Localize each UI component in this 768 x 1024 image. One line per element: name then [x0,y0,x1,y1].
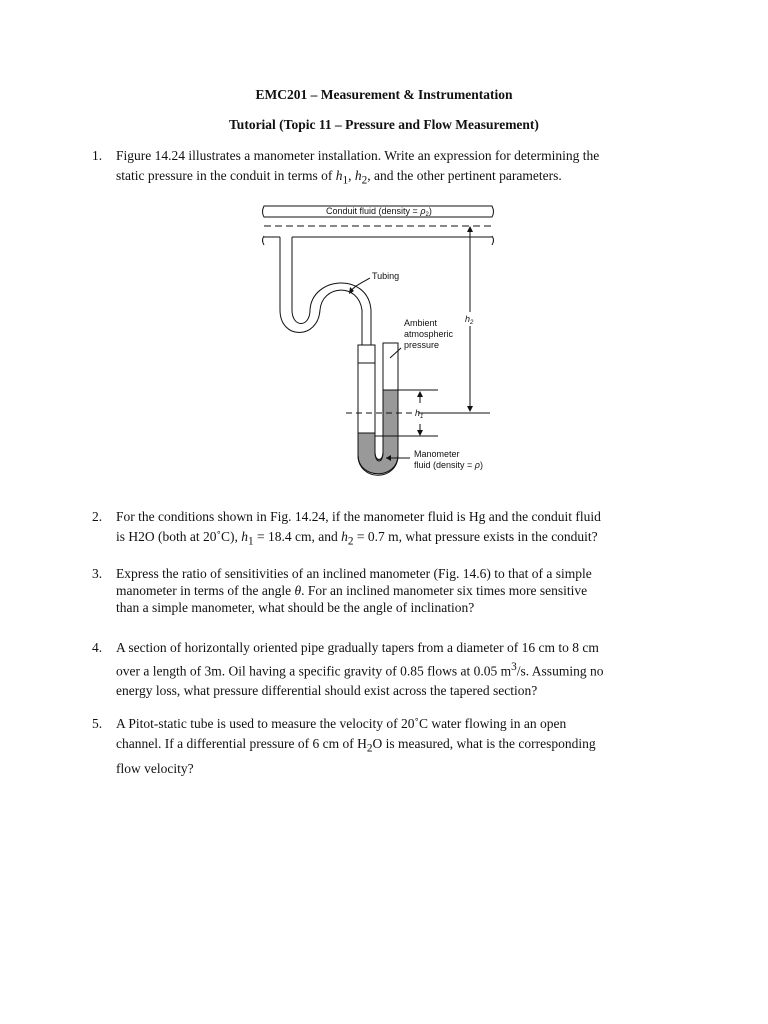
text-run: O is measured, what is the corresponding [372,735,596,751]
text-run: over a length of 3m. Oil having a specific gravity of 0.85 flows at 0.05 m [116,663,512,678]
subscript: 1 [342,174,349,187]
text-run: , and the other pertinent parameters. [367,167,562,183]
question-text [116,507,686,552]
text-run: , [348,167,355,183]
text-run: channel. If a differential pressure of 6 cm of H [116,735,367,751]
var-h1: h [241,528,248,544]
question-text [116,638,686,700]
question-line: Express the ratio of sensitivities of an inclined manometer (Fig. 14.6) to that of a simple [116,566,592,581]
h2-label: $h_2$ [465,314,474,326]
question-line: Figure 14.24 illustrates a manometer installation. Write an expression for determining the [116,148,600,163]
var-h1: h [335,167,343,183]
question-number: 4. [92,640,103,655]
text-run: static pressure in the conduit in terms of [116,167,336,183]
manometer-figure [258,200,498,480]
question-text [116,146,686,191]
subscript: 2 [347,535,354,548]
question-number: 2. [92,509,103,524]
question-line [116,527,686,552]
document-title: EMC201 – Measurement & Instrumentation [255,87,513,102]
var-theta: θ [294,583,302,598]
text-run: = 0.7 m, what pressure exists in the conduit? [353,528,598,544]
text-run: manometer in terms of the angle [116,583,295,598]
text-run: /s. Assuming no [516,663,604,678]
question-line: flow velocity? [116,760,194,776]
conduit-left-break [263,236,265,245]
subscript: 1 [248,535,254,548]
ambient-label-2: atmospheric [404,329,454,339]
question-line [116,734,686,759]
question-line: A section of horizontally oriented pipe gradually tapers from a diameter of 16 cm to 8 cm [116,640,599,655]
conduit-right-break [492,236,494,245]
subscript: 2 [361,174,368,187]
tubing-label: Tubing [372,271,400,281]
question-line: A Pitot-static tube is used to measure the velocity of 20˚C water flowing in an open [116,716,567,731]
manometer-label-1: Manometer [414,449,460,459]
document-subtitle: Tutorial (Topic 11 – Pressure and Flow Measurement) [229,117,539,132]
text-run: is H2O (both at 20˚C), [116,528,242,544]
conduit-label: Conduit fluid (density = $\rho_2$) [326,206,432,218]
question-line [116,166,686,191]
ambient-label-1: Ambient [404,318,438,328]
u-bend-inner [375,433,383,461]
var-h2: h [341,528,348,544]
question-number: 1. [92,148,103,163]
subscript: 2 [366,742,373,755]
question-number: 5. [92,716,103,731]
tubing-fitting [358,345,375,363]
question-line [116,658,686,681]
question-line: than a simple manometer, what should be the angle of inclination? [116,600,475,615]
manometer-label-2: fluid (density = ρ) [414,460,483,470]
text-run: . For an inclined manometer six times more sensitive [301,583,588,598]
text-run: = 18.4 cm, and [253,528,342,544]
var-h2: h [354,167,362,183]
ambient-label-3: pressure [404,340,440,350]
question-text [116,714,686,778]
h1-label: $h_1$ [415,408,424,420]
question-text [116,565,686,616]
question-line: For the conditions shown in Fig. 14.24, if the manometer fluid is Hg and the conduit fluid [116,509,601,524]
superscript: 3 [511,660,517,673]
question-line: energy loss, what pressure differential should exist across the tapered section? [116,682,538,698]
question-line [116,582,686,599]
question-number: 3. [92,566,103,581]
manometer-left-leg [358,363,375,433]
